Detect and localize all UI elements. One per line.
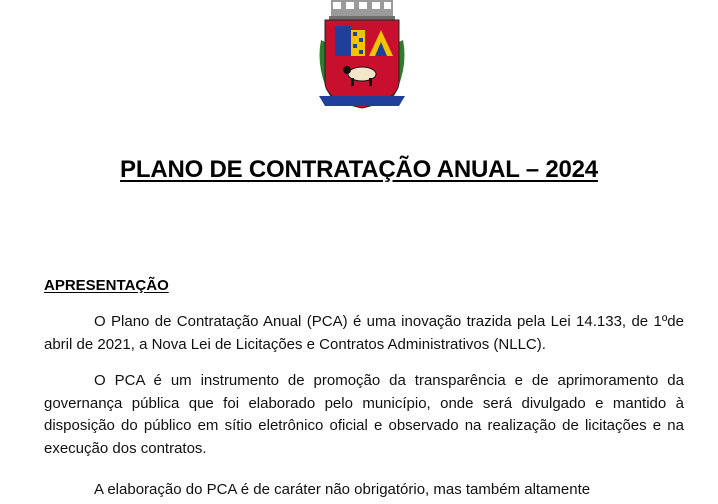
paragraph: O Plano de Contratação Anual (PCA) é uma inovação trazida pela Lei 14.133, de 1ºde abril de 2021, a Nova Lei de Licitações e Contratos Administrativos (NLLC).	[44, 313, 684, 353]
section-heading: APRESENTAÇÃO	[44, 277, 169, 294]
document-title: PLANO DE CONTRATAÇÃO ANUAL – 2024	[120, 156, 598, 183]
mural-crown	[329, 0, 395, 20]
paragraph: O PCA é um instrumento de promoção da transparência e de aprimoramento da governança pública que foi elaborado pelo município, onde será divulgado e mantido à disposição do público em sítio eletrônico oficial e observado na realização de licitações e na execução dos contratos.	[44, 372, 684, 457]
municipal-coat-of-arms-icon	[313, 0, 411, 112]
ribbon	[319, 96, 405, 106]
paragraph: A elaboração do PCA é de caráter não obrigatório, mas também altamente	[94, 481, 591, 498]
